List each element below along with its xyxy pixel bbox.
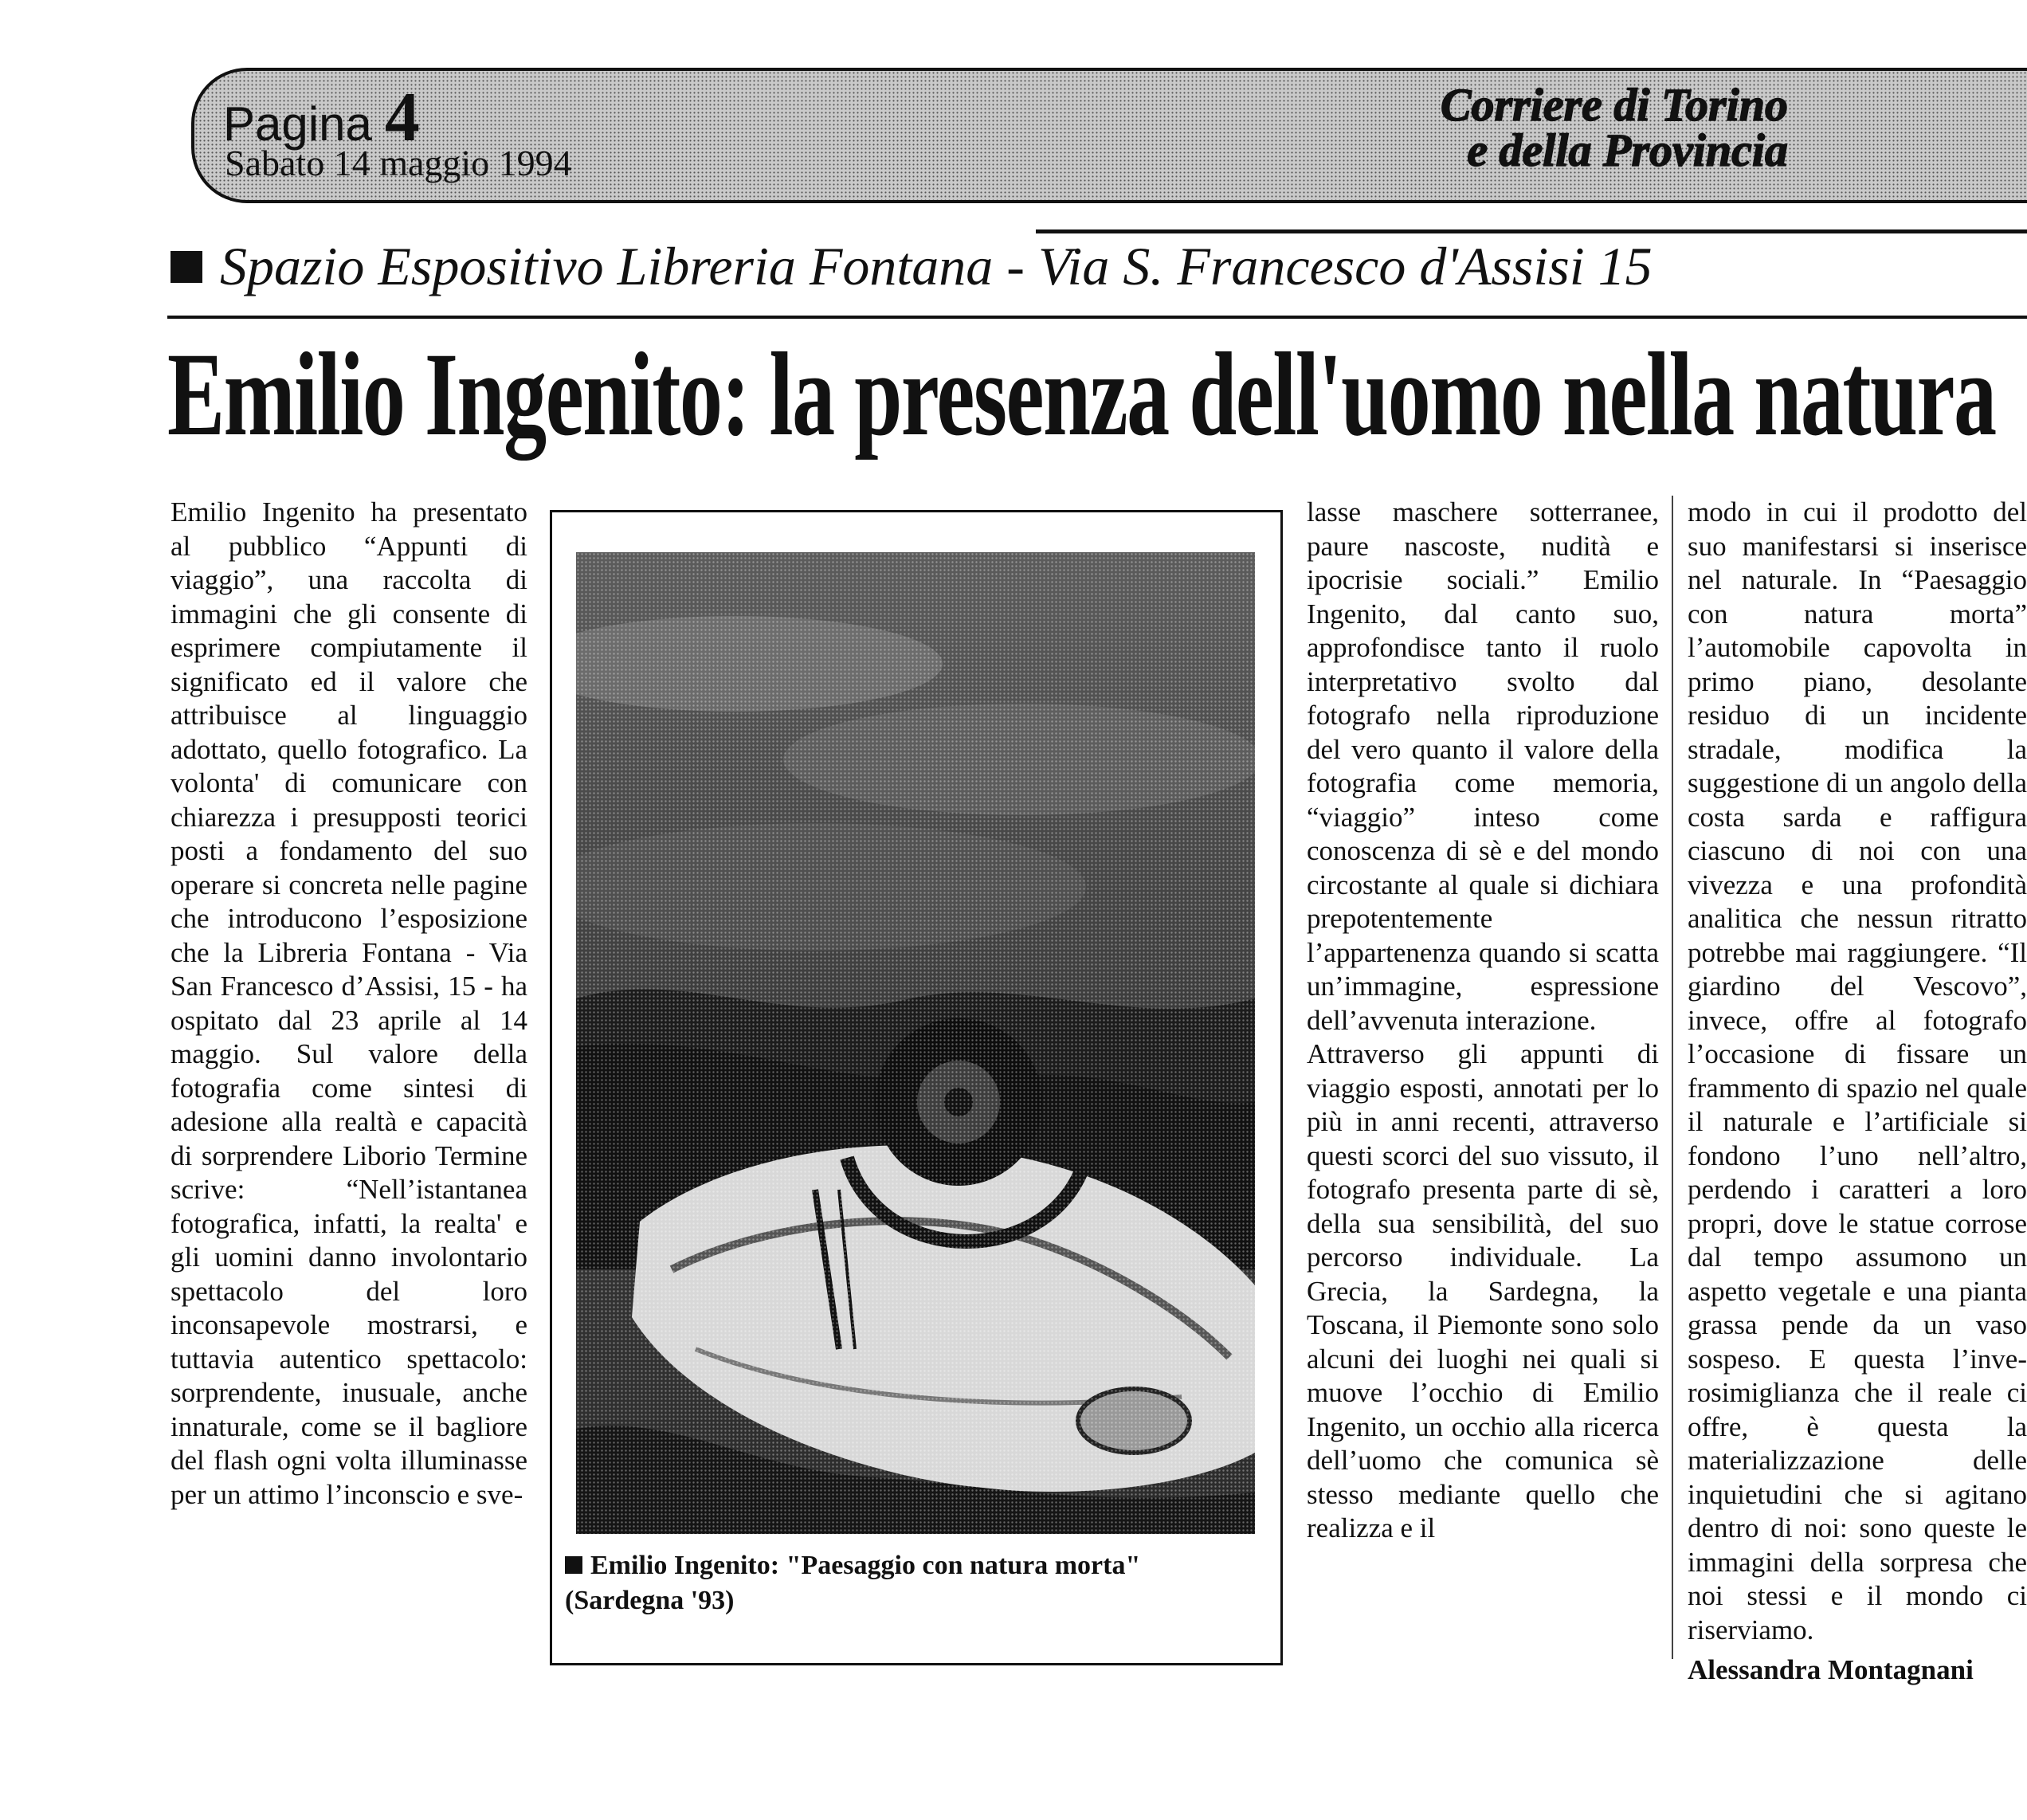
article-column-1: Emilio Ingenito ha presentato al pubblico “Appunti di viaggio”, una raccolta di immagini che gli consente di esprimere compiutamente il significato ed il valore che attribuisce al linguaggio adottato, quello fotografico. La volonta' di comunicare con chiarezza i presupposti teorici posti a fondamento del suo operare si concreta nelle pagine che introducono l’esposizione che la Libreria Fontana - Via San Francesco d’Assisi, 15 - ha ospitato dal 23 aprile al 14 maggio. Sul valore della fotografia come sintesi di adesione alla realtà e capacità di sorprendere Liborio Termine scrive: “Nell’istantanea fotografica, infatti, la realta' e gli uomini danno involontario spettacolo del loro inconsapevole mostrarsi, e tuttavia autentico spettacolo: sorprendente, inusuale, anche innaturale, come se il bagliore del flash ogni volta illuminasse per un attimo l’inconscio e sve- (171, 496, 527, 1510)
article-headline: Emilio Ingenito: la presenza dell'uomo nella natura (167, 328, 1996, 461)
caption-line-2: (Sardegna '93) (565, 1586, 735, 1615)
column-divider (1672, 496, 1673, 1659)
page-number: 4 (384, 79, 420, 156)
photo-illustration (576, 552, 1255, 1534)
column-3-paragraph-2: Attraverso gli appunti di viaggio esposti, annotati per lo più in anni recenti, attraverso questi scorci del suo vissuto, il fotografo presenta parte di sè, della sua sensibilità, del suo percorso individuale. La Grecia, la Sardegna, la Toscana, il Piemonte sono solo alcuni dei luoghi nei quali si muove l’occhio di Emilio Ingenito, un occhio alla ricerca dell’uomo che comunica sè stesso mediante quello che realizza e il (1307, 1038, 1659, 1543)
section-kicker (171, 236, 1653, 296)
caption-bullet-square (565, 1556, 582, 1574)
article-photo (576, 552, 1255, 1534)
newspaper-masthead (1440, 79, 1788, 176)
article-column-3 (1307, 496, 1659, 1683)
kicker-rule (167, 316, 2027, 319)
page-label-text: Pagina (223, 97, 372, 151)
photo-caption (565, 1548, 1274, 1618)
column-4-paragraph: modo in cui il prodotto del suo manifestarsi si inserisce nel naturale. In “Paesaggio con natura morta” l’automobile capovolta in primo piano, desolante residuo di un incidente stradale, modifica la suggestione di un angolo della costa sarda e raffigura ciascuno di noi con una vivezza e una profondità analitica che nessun ritratto potrebbe mai raggiungere. “Il giardino del Vescovo”, invece, offre al fotografo l’occasione di fissare un frammento di spazio nel quale il naturale e l’artificiale si fondono l’uno nell’altro, perdendo i caratteri a loro propri, dove le statue corrose dal tempo assumono un aspetto vegetale e una pianta grassa pende da un vaso sospeso. E questa l’inve-rosimiglianza che il reale ci offre, è questa la materializzazione delle inquietudini che si agitano dentro di noi: sono queste le immagini della sorpresa che noi stessi e il mondo ci riserviamo. (1688, 496, 2027, 1645)
masthead-line-1: Corriere di Torino (1440, 79, 1788, 131)
kicker-text: Spazio Espositivo Libreria Fontana - Via S. Francesco d'Assisi 15 (220, 236, 1653, 296)
column-3-paragraph-1: lasse maschere sotterranee, paure nascoste, nudità e ipocrisie sociali.” Emilio Ingenito, dal canto suo, approfondisce tanto il ruolo interpretativo svolto dal fotografo nella riproduzione del vero quanto il valore della fotografia come memoria, “viaggio” inteso come conoscenza di sè e del mondo circostante al quale si dichiara prepotentemente l’appartenenza quando si scatta un’immagine, espressione dell’avvenuta interazione. (1307, 496, 1659, 1036)
caption-title: Emilio Ingenito: "Paesaggio con natura morta" (590, 1551, 1141, 1580)
page-date: Sabato 14 maggio 1994 (225, 143, 572, 183)
author-byline: Alessandra Montagnani (1688, 1654, 1974, 1685)
header-rule (1036, 229, 2027, 233)
photo-box (550, 510, 1283, 1665)
article-column-4 (1688, 496, 2027, 1707)
caption-line-1 (565, 1548, 1274, 1583)
kicker-bullet-square (171, 251, 202, 283)
masthead-line-2: e della Provincia (1467, 124, 1788, 176)
